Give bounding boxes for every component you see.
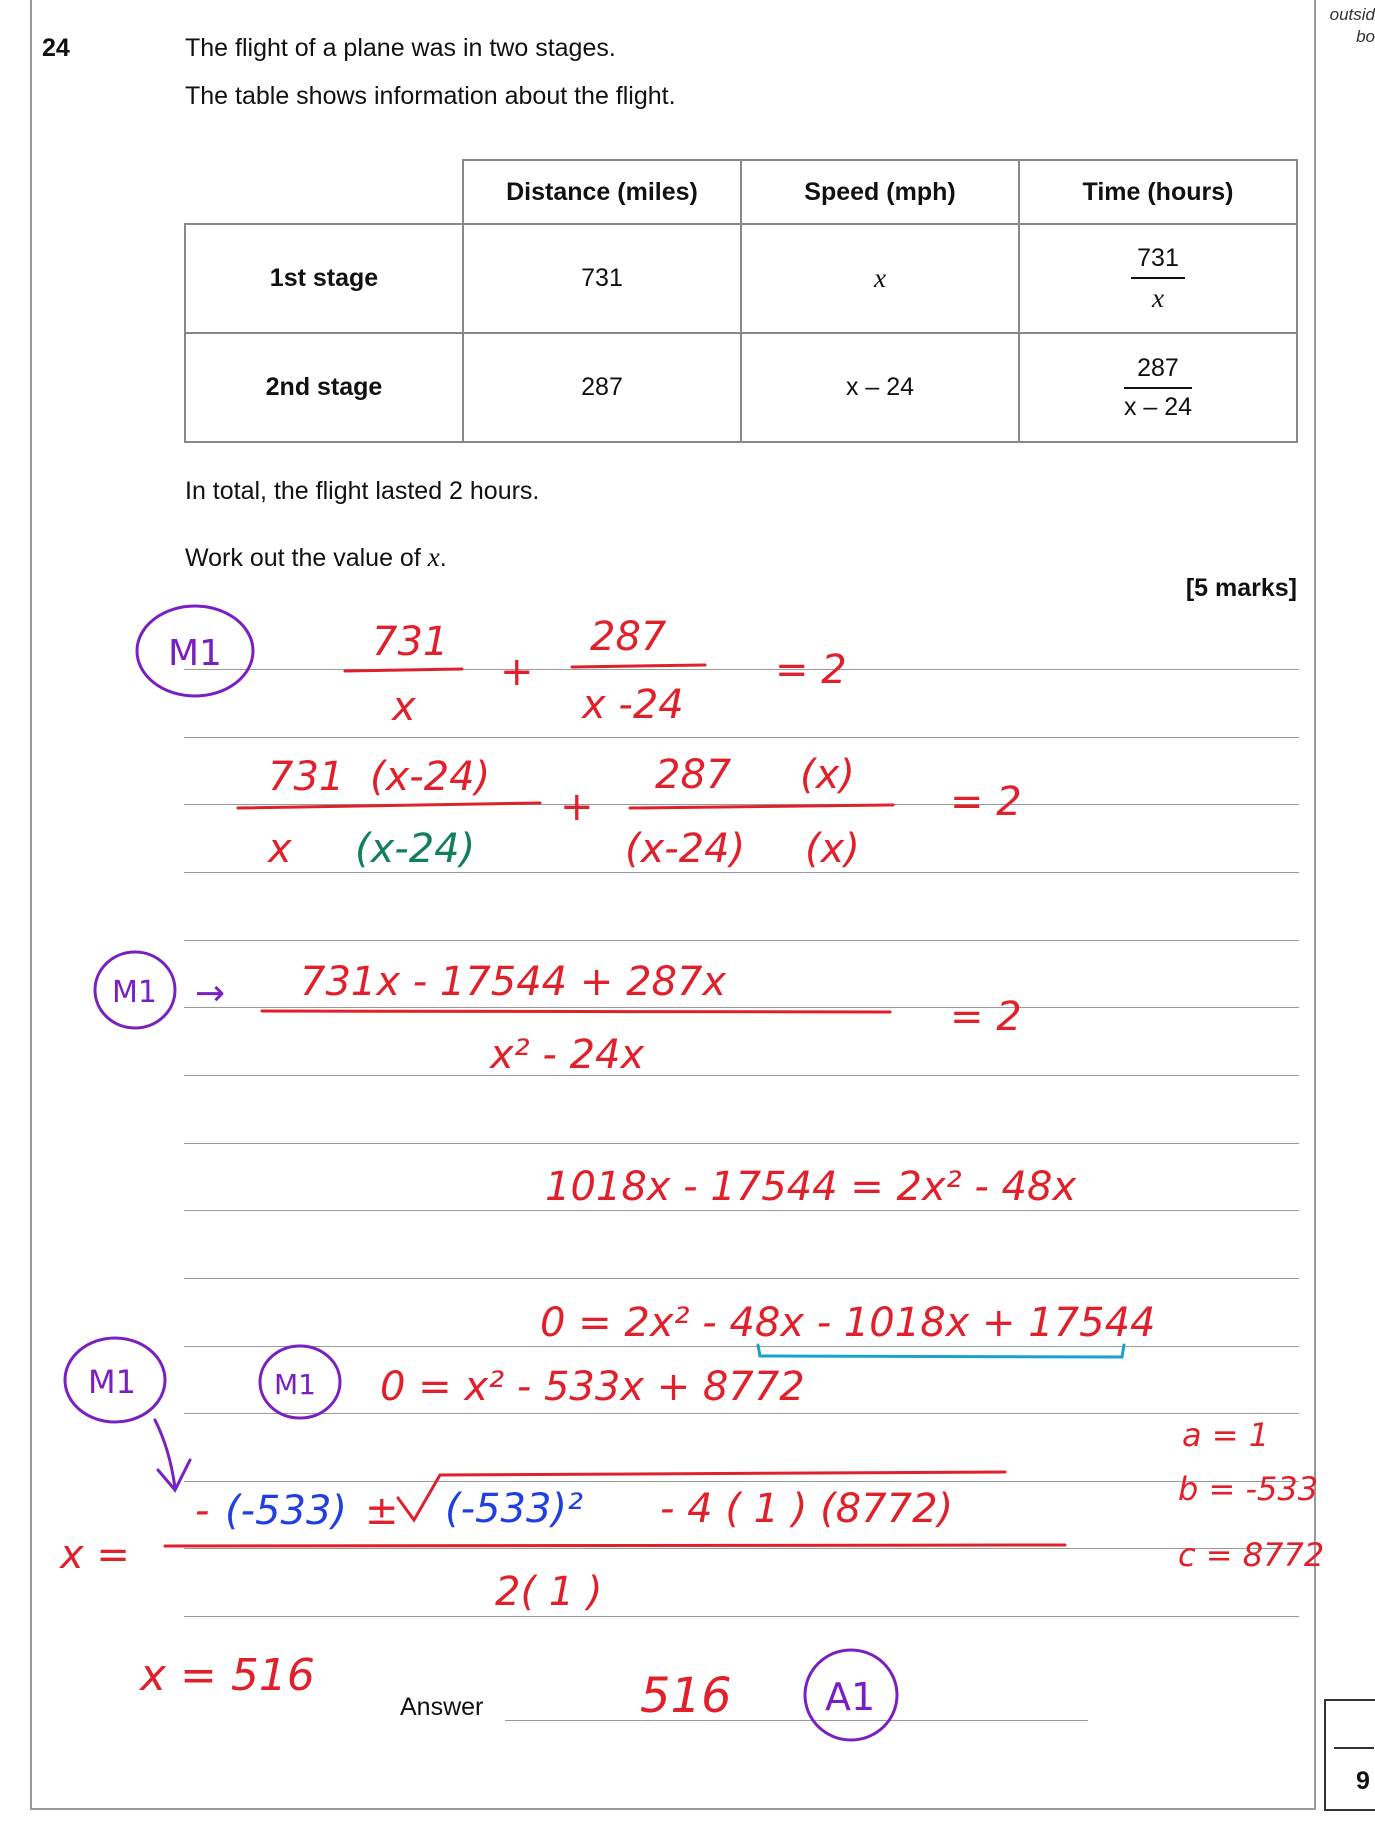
formula-lhs: x = — [60, 1532, 130, 1578]
fraction-denominator: x -24 — [582, 682, 684, 728]
discriminant-rest: - 4 ( 1 ) (8772) — [660, 1486, 954, 1532]
numerator-multiplier: (x-24) — [370, 754, 491, 800]
margin-note: outsid bo — [1329, 5, 1375, 46]
working-line: 0 = 2x² - 48x - 1018x + 17544 — [540, 1300, 1156, 1346]
m1-mark: M1 — [274, 1368, 316, 1401]
fraction-bar — [630, 805, 893, 808]
numerator-multiplier: (x) — [800, 752, 855, 798]
speed-value: x — [874, 263, 886, 293]
answer-label: Answer — [400, 1693, 484, 1721]
fraction-denominator: x — [268, 826, 292, 872]
time-numerator: 287 — [1124, 354, 1192, 389]
arrow-mark: → — [195, 973, 226, 1014]
coefficient-a: a = 1 — [1182, 1416, 1270, 1454]
equation-rhs: = 2 — [950, 779, 1022, 825]
result-working: x = 516 — [140, 1650, 315, 1701]
distance-cell: 731 — [463, 224, 741, 333]
m1-mark: M1 — [88, 1363, 136, 1401]
denominator-multiplier: (x-24) — [355, 826, 476, 872]
m1-mark: M1 — [168, 633, 222, 674]
formula-denominator: 2( 1 ) — [495, 1569, 603, 1615]
equation-rhs: = 2 — [950, 994, 1022, 1040]
question-number: 24 — [42, 34, 70, 62]
time-numerator: 731 — [1131, 244, 1185, 279]
time-denominator: x – 24 — [1123, 392, 1193, 421]
fraction-bar — [345, 669, 462, 671]
row-label: 1st stage — [185, 224, 463, 333]
distance-cell: 287 — [463, 333, 741, 442]
total-time-text: In total, the flight lasted 2 hours. — [185, 477, 540, 505]
plus-sign: + — [560, 784, 594, 830]
working-line: 0 = x² - 533x + 8772 — [380, 1364, 805, 1410]
plus-minus-sign: ± — [365, 1488, 399, 1534]
task-prefix: Work out the value of — [185, 544, 428, 572]
formula-b-term: (-533) — [225, 1488, 347, 1534]
fraction-numerator: 731 — [268, 754, 345, 800]
answer-value: 516 — [640, 1668, 732, 1724]
grouping-brace — [758, 1345, 1124, 1357]
header-distance: Distance (miles) — [463, 160, 741, 224]
working-line: 1018x - 17544 = 2x² - 48x — [545, 1164, 1077, 1210]
fraction-numerator: 731 — [372, 619, 449, 665]
equation-rhs: = 2 — [775, 647, 847, 693]
fraction-bar — [572, 665, 705, 667]
fraction-numerator: 731x - 17544 + 287x — [300, 959, 727, 1005]
m1-mark: M1 — [112, 975, 157, 1010]
coefficient-c: c = 8772 — [1178, 1536, 1325, 1574]
time-denominator: x — [1152, 282, 1164, 313]
speed-value: x – 24 — [845, 373, 915, 401]
discriminant-b-term: (-533)² — [445, 1486, 584, 1532]
header-time: Time (hours) — [1019, 160, 1297, 224]
formula-minus: - — [195, 1488, 210, 1534]
fraction-numerator: 287 — [655, 752, 732, 798]
header-speed: Speed (mph) — [741, 160, 1019, 224]
marks-label: [5 marks] — [1185, 574, 1297, 602]
table-intro: The table shows information about the flight. — [185, 82, 676, 110]
fraction-numerator: 287 — [590, 614, 667, 660]
a1-mark: A1 — [825, 1675, 876, 1719]
fraction-denominator: x² - 24x — [490, 1032, 645, 1078]
question-intro: The flight of a plane was in two stages. — [185, 34, 616, 62]
denominator-multiplier: (x) — [805, 826, 860, 872]
task-suffix: . — [439, 544, 447, 572]
fraction-bar — [262, 1011, 890, 1012]
fraction-bar — [238, 803, 540, 808]
task-variable: x — [427, 542, 440, 572]
coefficient-b: b = -533 — [1178, 1470, 1319, 1508]
page-number: 9 — [1356, 1767, 1370, 1795]
fraction-denominator: (x-24) — [625, 826, 746, 872]
plus-sign: + — [500, 649, 534, 695]
fraction-bar — [165, 1545, 1065, 1546]
fraction-denominator: x — [392, 684, 416, 730]
row-label: 2nd stage — [185, 333, 463, 442]
